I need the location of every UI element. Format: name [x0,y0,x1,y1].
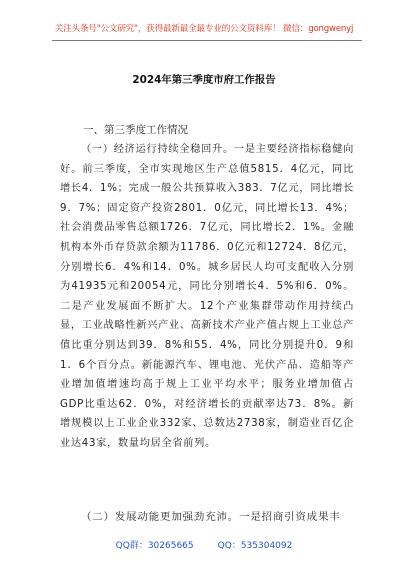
footer-qq-group: QQ群：30265665 [115,541,194,551]
body-paragraph: （一）经济运行持续全稳回升。一是主要经济指标稳健向好。前三季度，全市实现地区生产总值5815．4亿元，同比增长4．1%；完成一般公共预算收入383．7亿元，同比增长9．7%；固定资产投资2801．0亿元，同比增长13．4%；社会消费品零售总额1726．7亿元，同比增长2．1%。金融机构本外币存贷款余额为11786．0亿元和12724．8亿元，分别增长6．4%和14．0%。城乡居民人均可支配收入分别为41935元和20054元，同比分别增长4．5%和6．0%。二是产业发展面不断扩大。12个产业集群带动作用持续凸显，工业战略性新兴产业、高新技术产业产值占规上工业总产值比重分别达到39．8%和55．4%，同比分别提升0．9和1．6个百分点。新能源汽车、锂电池、光伏产品、造船等产业增加值增速均高于规上工业平均水平；服务业增加值占GDP比重达62．0%，对经济增长的贡献率达73．8%。新增规模以上工业企业332家、总数达2738家，制造业百亿企业达43家，数量均居全省前列。 [60,144,354,449]
body-paragraph-next: （二）发展动能更加强劲充沛。一是招商引资成果丰 [81,511,341,523]
footer-contacts [0,538,408,551]
header-banner: 关注头条号"公文研究"，获得最新最全最专业的公文资料库！ 微信：gongwenyj [54,24,354,34]
document-title: 2024年第三季度市府工作报告 [132,74,276,86]
footer-qq: QQ：535304092 [217,541,293,551]
header-divider [52,40,362,41]
section-heading: 一、第三季度工作情况 [83,124,188,136]
